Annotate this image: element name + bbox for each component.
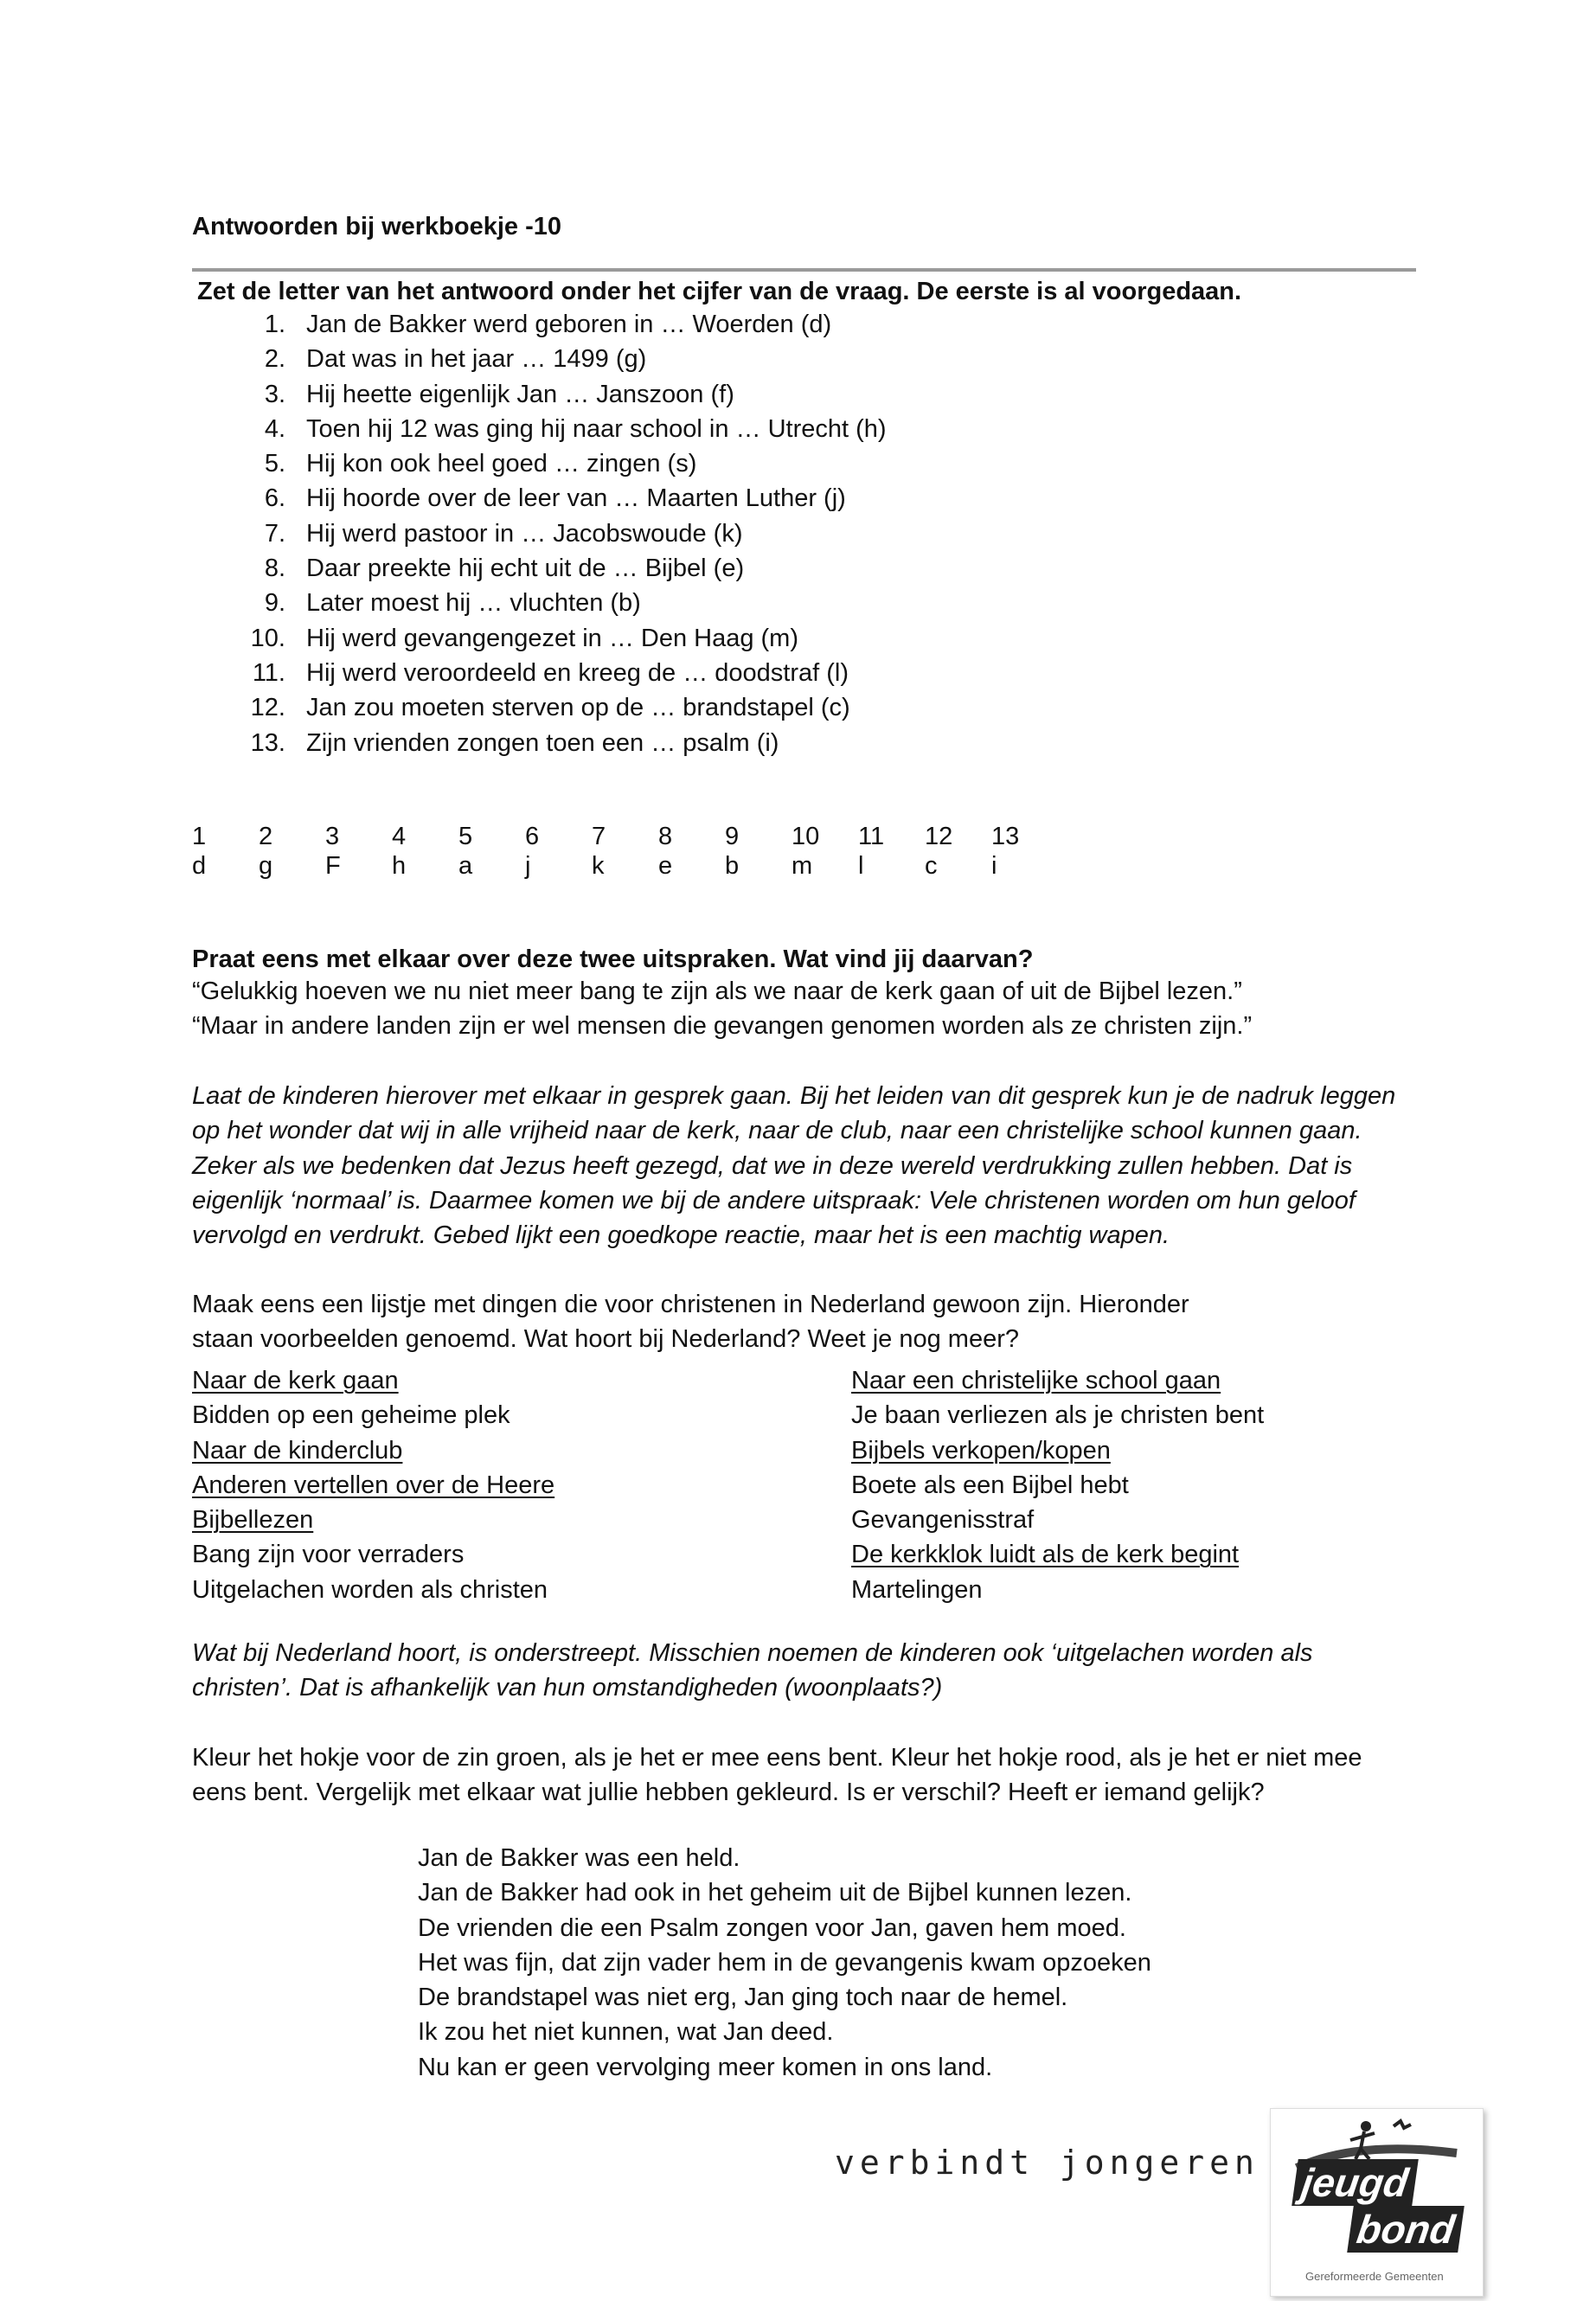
grid-number: 10: [792, 823, 820, 850]
teacher-note-2: Wat bij Nederland hoort, is onderstreept. Misschien noemen de kinderen ook ‘uitgelachen worden als christen’. Dat is afhankelijk van hun omstandigheden (woonplaats?): [192, 1639, 1313, 1702]
exercise-instruction: Zet de letter van het antwoord onder het cijfer van de vraag. De eerste is al voorgedaan.: [197, 278, 1242, 305]
list-item: Anderen vertellen over de Heere Boete als een Bijbel hebt: [192, 1471, 1129, 1499]
list-item: Bijbellezen Gevangenisstraf: [192, 1506, 1035, 1535]
question-list: [232, 307, 887, 760]
grid-letter: k: [592, 852, 605, 880]
list-item: Naar de kerk gaan Naar een christelijke school gaan: [192, 1367, 1221, 1394]
question-item: 2. Dat was in het jaar … 1499 (g): [264, 345, 647, 374]
grid-number: 8: [658, 823, 673, 850]
grid-number: 5: [458, 823, 473, 850]
color-instruction: Kleur het hokje voor de zin groen, als je het er mee eens bent. Kleur het hokje rood, als je het er niet mee eens bent. Vergelijk met elkaar wat jullie hebben gekleurd. Is er verschil? Heeft er iemand gelijk?: [192, 1744, 1362, 1807]
page-title: Antwoorden bij werkboekje -10: [192, 213, 562, 240]
question-item: 7. Hij werd pastoor in … Jacobswoude (k): [264, 519, 743, 548]
question-item: 4. Toen hij 12 was ging hij naar school in … Utrecht (h): [264, 414, 887, 443]
grid-letter: b: [725, 852, 740, 880]
question-item: 10. Hij werd gevangengezet in … Den Haag (m): [250, 624, 798, 652]
grid-letter: e: [658, 852, 673, 880]
grid-letter: d: [192, 852, 207, 880]
grid-letter: h: [392, 852, 407, 880]
list-intro: Maak eens een lijstje met dingen die voor christenen in Nederland gewoon zijn. Hieronder staan voorbeelden genoemd. Wat hoort bij Nederland? Weet je nog meer?: [192, 1291, 1189, 1354]
grid-number: 7: [592, 823, 606, 850]
logo-word-bond: bond: [1347, 2206, 1465, 2253]
grid-letter: j: [525, 852, 531, 880]
statement: Jan de Bakker was een held.: [418, 1844, 740, 1872]
question-item: 13. Zijn vrienden zongen toen een … psalm (i): [250, 728, 779, 757]
grid-letter: c: [925, 852, 938, 880]
question-item: 8. Daar preekte hij echt uit de … Bijbel (e): [264, 554, 745, 583]
grid-number: 13: [991, 823, 1020, 850]
logo-subtitle: Gereformeerde Gemeenten: [1305, 2270, 1444, 2283]
grid-number: 4: [392, 823, 407, 850]
question-item: 11. Hij werd veroordeeld en kreeg de … doodstraf (l): [252, 658, 849, 687]
logo-word-jeugd: jeugd: [1292, 2159, 1418, 2206]
statements-list: [418, 1841, 1151, 2085]
question-item: 6. Hij hoorde over de leer van … Maarten Luther (j): [264, 484, 846, 513]
statement: De vrienden die een Psalm zongen voor Jan, gaven hem moed.: [418, 1913, 1126, 1942]
question-item: 9. Later moest hij … vluchten (b): [264, 589, 641, 618]
list-item: Bidden op een geheime plek Je baan verliezen als je christen bent: [192, 1401, 1265, 1430]
list-item: Bang zijn voor verraders De kerkklok luidt als de kerk begint: [192, 1541, 1240, 1569]
statement: Ik zou het niet kunnen, wat Jan deed.: [418, 2018, 834, 2047]
grid-number: 9: [725, 823, 740, 850]
question-item: 12. Jan zou moeten sterven op de … brandstapel (c): [250, 694, 850, 722]
question-item: 1. Jan de Bakker werd geboren in … Woerden (d): [264, 311, 832, 338]
grid-number: 11: [858, 823, 885, 850]
grid-number: 3: [325, 823, 340, 850]
jeugdbond-logo: [1270, 2108, 1484, 2297]
quote: “Maar in andere landen zijn er wel mensen die gevangen genomen worden als ze christen zijn.”: [192, 1012, 1253, 1041]
quotes: [192, 974, 1420, 1044]
statement: Jan de Bakker had ook in het geheim uit de Bijbel kunnen lezen.: [418, 1879, 1132, 1907]
divider: [192, 268, 1416, 272]
grid-number: 6: [525, 823, 540, 850]
grid-number: 12: [925, 823, 953, 850]
grid-letter: g: [259, 852, 273, 880]
grid-letter: i: [991, 852, 997, 880]
footer-slogan: verbindt jongeren: [835, 2144, 1259, 2182]
question-item: 3. Hij heette eigenlijk Jan … Janszoon (f): [264, 380, 734, 408]
grid-letter: m: [792, 852, 813, 880]
grid-number: 1: [192, 823, 207, 850]
statement: Het was fijn, dat zijn vader hem in de gevangenis kwam opzoeken: [418, 1948, 1151, 1977]
quote: “Gelukkig hoeven we nu niet meer bang te zijn als we naar de kerk gaan of uit de Bijbel lezen.”: [192, 977, 1242, 1005]
question-item: 5. Hij kon ook heel goed … zingen (s): [264, 450, 697, 478]
grid-letter: a: [458, 852, 473, 880]
list-item: Naar de kinderclub Bijbels verkopen/kopen: [192, 1436, 1111, 1465]
grid-number: 2: [259, 823, 273, 850]
discussion-heading: Praat eens met elkaar over deze twee uitspraken. Wat vind jij daarvan?: [192, 945, 1034, 973]
examples-list: [192, 1363, 1420, 1607]
list-item: Uitgelachen worden als christen Martelingen: [192, 1575, 983, 1604]
teacher-note: Laat de kinderen hierover met elkaar in gesprek gaan. Bij het leiden van dit gesprek kun je de nadruk leggen op het wonder dat wij in alle vrijheid naar de kerk, naar de club, naar een christelijke school kunnen gaan. Zeker als we bedenken dat Jezus heeft gezegd, dat we in deze wereld verdrukking zullen hebben. Dat is eigenlijk ‘normaal’ is. Daarmee komen we bij de andere uitspraak: Vele christenen worden om hun geloof vervolgd en verdrukt. Gebed lijkt een goedkope reactie, maar het is een machtig wapen.: [192, 1082, 1396, 1250]
grid-letter: l: [858, 852, 864, 880]
grid-letter: F: [325, 852, 341, 880]
statement: Nu kan er geen vervolging meer komen in ons land.: [418, 2053, 993, 2081]
statement: De brandstapel was niet erg, Jan ging toch naar de hemel.: [418, 1984, 1068, 2012]
